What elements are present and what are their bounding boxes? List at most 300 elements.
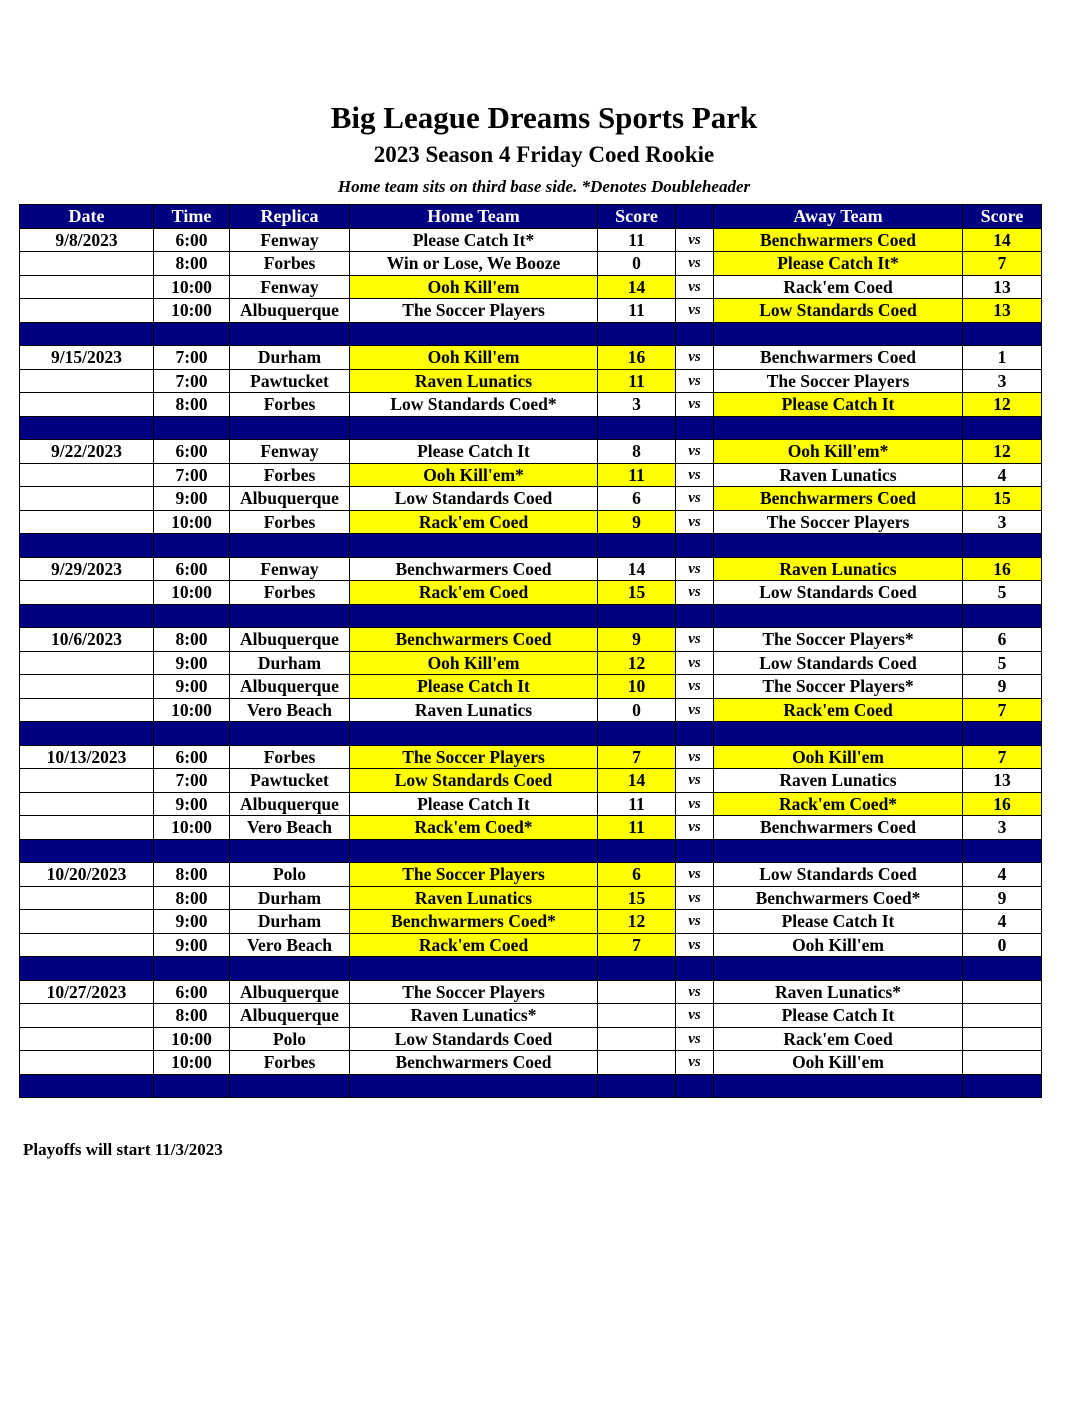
home-score: 11 xyxy=(598,369,676,393)
away-team: Please Catch It xyxy=(714,910,963,934)
away-score: 1 xyxy=(963,346,1042,370)
home-score: 7 xyxy=(598,745,676,769)
game-row xyxy=(20,886,1042,910)
schedule-table xyxy=(19,204,1042,1098)
game-row xyxy=(20,557,1042,581)
home-team: Ooh Kill'em* xyxy=(350,463,598,487)
home-team: Ooh Kill'em xyxy=(350,346,598,370)
game-time: 9:00 xyxy=(154,910,230,934)
away-team: Ooh Kill'em* xyxy=(714,440,963,464)
home-score: 12 xyxy=(598,651,676,675)
home-score: 15 xyxy=(598,886,676,910)
game-time: 10:00 xyxy=(154,581,230,605)
home-team: Low Standards Coed xyxy=(350,487,598,511)
home-team: The Soccer Players xyxy=(350,980,598,1004)
vs-label: vs xyxy=(676,487,714,511)
away-team: The Soccer Players xyxy=(714,510,963,534)
game-field: Vero Beach xyxy=(230,816,350,840)
away-team: Raven Lunatics* xyxy=(714,980,963,1004)
away-team: Ooh Kill'em xyxy=(714,1051,963,1075)
away-team: Please Catch It xyxy=(714,1004,963,1028)
game-row xyxy=(20,628,1042,652)
vs-label: vs xyxy=(676,816,714,840)
vs-label: vs xyxy=(676,228,714,252)
separator-cell xyxy=(350,722,598,746)
game-row xyxy=(20,510,1042,534)
separator-cell xyxy=(676,722,714,746)
game-date xyxy=(20,910,154,934)
away-team: Ooh Kill'em xyxy=(714,933,963,957)
game-time: 7:00 xyxy=(154,463,230,487)
separator-cell xyxy=(676,416,714,440)
home-team: Rack'em Coed* xyxy=(350,816,598,840)
separator-cell xyxy=(598,322,676,346)
game-field: Durham xyxy=(230,910,350,934)
week-separator xyxy=(20,1074,1042,1098)
playoffs-note: Playoffs will start 11/3/2023 xyxy=(23,1140,223,1159)
game-time: 6:00 xyxy=(154,745,230,769)
home-score: 0 xyxy=(598,698,676,722)
home-team: Rack'em Coed xyxy=(350,933,598,957)
separator-cell xyxy=(598,839,676,863)
game-field: Albuquerque xyxy=(230,792,350,816)
away-score: 5 xyxy=(963,581,1042,605)
game-time: 9:00 xyxy=(154,651,230,675)
game-field: Fenway xyxy=(230,275,350,299)
home-team: Raven Lunatics* xyxy=(350,1004,598,1028)
home-team: Benchwarmers Coed xyxy=(350,557,598,581)
separator-cell xyxy=(676,1074,714,1098)
game-row xyxy=(20,369,1042,393)
separator-cell xyxy=(963,416,1042,440)
game-row xyxy=(20,1027,1042,1051)
game-date: 10/20/2023 xyxy=(20,863,154,887)
away-team: Raven Lunatics xyxy=(714,557,963,581)
game-date xyxy=(20,1051,154,1075)
game-time: 10:00 xyxy=(154,1027,230,1051)
game-time: 8:00 xyxy=(154,628,230,652)
game-row xyxy=(20,792,1042,816)
separator-cell xyxy=(154,839,230,863)
game-date xyxy=(20,675,154,699)
home-team: Low Standards Coed* xyxy=(350,393,598,417)
header-row xyxy=(20,205,1042,229)
vs-label: vs xyxy=(676,698,714,722)
home-team: Please Catch It xyxy=(350,792,598,816)
away-score: 16 xyxy=(963,557,1042,581)
home-score: 8 xyxy=(598,440,676,464)
separator-cell xyxy=(676,839,714,863)
game-field: Fenway xyxy=(230,557,350,581)
game-date xyxy=(20,698,154,722)
separator-cell xyxy=(230,604,350,628)
vs-label: vs xyxy=(676,510,714,534)
home-score: 6 xyxy=(598,487,676,511)
game-field: Durham xyxy=(230,651,350,675)
vs-label: vs xyxy=(676,463,714,487)
separator-cell xyxy=(963,957,1042,981)
game-row xyxy=(20,440,1042,464)
game-field: Vero Beach xyxy=(230,933,350,957)
game-time: 8:00 xyxy=(154,252,230,276)
game-field: Forbes xyxy=(230,510,350,534)
game-row xyxy=(20,581,1042,605)
home-score: 11 xyxy=(598,792,676,816)
away-score: 3 xyxy=(963,510,1042,534)
game-row xyxy=(20,863,1042,887)
header-home-team: Home Team xyxy=(350,205,598,229)
header-time: Time xyxy=(154,205,230,229)
vs-label: vs xyxy=(676,745,714,769)
separator-cell xyxy=(154,722,230,746)
home-score: 14 xyxy=(598,557,676,581)
game-field: Polo xyxy=(230,863,350,887)
game-date: 9/22/2023 xyxy=(20,440,154,464)
home-team: Please Catch It* xyxy=(350,228,598,252)
game-time: 10:00 xyxy=(154,275,230,299)
game-field: Fenway xyxy=(230,440,350,464)
away-score: 16 xyxy=(963,792,1042,816)
away-score: 9 xyxy=(963,886,1042,910)
game-time: 6:00 xyxy=(154,440,230,464)
separator-cell xyxy=(350,604,598,628)
away-score: 4 xyxy=(963,863,1042,887)
vs-label: vs xyxy=(676,863,714,887)
away-team: Low Standards Coed xyxy=(714,651,963,675)
game-time: 9:00 xyxy=(154,675,230,699)
game-time: 10:00 xyxy=(154,1051,230,1075)
game-field: Albuquerque xyxy=(230,487,350,511)
separator-cell xyxy=(154,534,230,558)
game-field: Albuquerque xyxy=(230,675,350,699)
home-team: Benchwarmers Coed* xyxy=(350,910,598,934)
game-row xyxy=(20,698,1042,722)
home-score xyxy=(598,980,676,1004)
vs-label: vs xyxy=(676,1004,714,1028)
away-score: 3 xyxy=(963,369,1042,393)
separator-cell xyxy=(20,722,154,746)
separator-cell xyxy=(20,534,154,558)
game-field: Fenway xyxy=(230,228,350,252)
game-time: 7:00 xyxy=(154,346,230,370)
home-team: Rack'em Coed xyxy=(350,510,598,534)
game-date xyxy=(20,1004,154,1028)
vs-label: vs xyxy=(676,1027,714,1051)
game-field: Forbes xyxy=(230,463,350,487)
separator-cell xyxy=(154,957,230,981)
game-date xyxy=(20,463,154,487)
separator-cell xyxy=(350,839,598,863)
header-away-score: Score xyxy=(963,205,1042,229)
home-team: Please Catch It xyxy=(350,440,598,464)
game-row xyxy=(20,651,1042,675)
home-score: 14 xyxy=(598,769,676,793)
game-field: Forbes xyxy=(230,393,350,417)
page-title: Big League Dreams Sports Park xyxy=(330,100,758,135)
separator-cell xyxy=(676,604,714,628)
week-separator xyxy=(20,534,1042,558)
away-team: Ooh Kill'em xyxy=(714,745,963,769)
separator-cell xyxy=(598,722,676,746)
game-row xyxy=(20,228,1042,252)
away-score: 0 xyxy=(963,933,1042,957)
separator-cell xyxy=(598,416,676,440)
game-date xyxy=(20,886,154,910)
vs-label: vs xyxy=(676,369,714,393)
away-team: Raven Lunatics xyxy=(714,463,963,487)
game-time: 9:00 xyxy=(154,792,230,816)
game-row xyxy=(20,910,1042,934)
game-time: 10:00 xyxy=(154,816,230,840)
game-field: Polo xyxy=(230,1027,350,1051)
header-vs xyxy=(676,205,714,229)
separator-cell xyxy=(20,839,154,863)
game-time: 6:00 xyxy=(154,228,230,252)
game-date xyxy=(20,299,154,323)
game-row xyxy=(20,393,1042,417)
vs-label: vs xyxy=(676,910,714,934)
separator-cell xyxy=(714,534,963,558)
away-score: 7 xyxy=(963,698,1042,722)
vs-label: vs xyxy=(676,886,714,910)
game-date xyxy=(20,651,154,675)
game-date xyxy=(20,933,154,957)
schedule-note: Home team sits on third base side. *Denotes Doubleheader xyxy=(337,177,751,196)
home-team: Ooh Kill'em xyxy=(350,275,598,299)
game-row xyxy=(20,463,1042,487)
separator-cell xyxy=(598,604,676,628)
home-score: 14 xyxy=(598,275,676,299)
game-row xyxy=(20,299,1042,323)
separator-cell xyxy=(963,322,1042,346)
away-team: Benchwarmers Coed* xyxy=(714,886,963,910)
separator-cell xyxy=(676,534,714,558)
home-team: The Soccer Players xyxy=(350,863,598,887)
separator-cell xyxy=(154,604,230,628)
home-score: 7 xyxy=(598,933,676,957)
game-date: 10/6/2023 xyxy=(20,628,154,652)
game-date: 9/8/2023 xyxy=(20,228,154,252)
home-score: 11 xyxy=(598,228,676,252)
home-team: The Soccer Players xyxy=(350,299,598,323)
separator-cell xyxy=(154,416,230,440)
away-team: Benchwarmers Coed xyxy=(714,816,963,840)
game-row xyxy=(20,675,1042,699)
header-date: Date xyxy=(20,205,154,229)
vs-label: vs xyxy=(676,557,714,581)
week-separator xyxy=(20,416,1042,440)
home-team: Raven Lunatics xyxy=(350,886,598,910)
separator-cell xyxy=(350,957,598,981)
separator-cell xyxy=(230,416,350,440)
game-date xyxy=(20,487,154,511)
game-time: 10:00 xyxy=(154,698,230,722)
separator-cell xyxy=(350,534,598,558)
separator-cell xyxy=(20,322,154,346)
away-team: Please Catch It* xyxy=(714,252,963,276)
away-team: Benchwarmers Coed xyxy=(714,346,963,370)
home-score: 3 xyxy=(598,393,676,417)
game-time: 9:00 xyxy=(154,487,230,511)
home-score: 10 xyxy=(598,675,676,699)
game-date: 9/15/2023 xyxy=(20,346,154,370)
vs-label: vs xyxy=(676,933,714,957)
game-date xyxy=(20,581,154,605)
week-separator xyxy=(20,957,1042,981)
away-score xyxy=(963,1027,1042,1051)
home-team: Ooh Kill'em xyxy=(350,651,598,675)
separator-cell xyxy=(714,322,963,346)
vs-label: vs xyxy=(676,440,714,464)
home-team: Win or Lose, We Booze xyxy=(350,252,598,276)
game-time: 9:00 xyxy=(154,933,230,957)
vs-label: vs xyxy=(676,275,714,299)
game-date: 9/29/2023 xyxy=(20,557,154,581)
week-separator xyxy=(20,839,1042,863)
away-score: 9 xyxy=(963,675,1042,699)
away-score: 4 xyxy=(963,910,1042,934)
separator-cell xyxy=(154,322,230,346)
away-score: 3 xyxy=(963,816,1042,840)
game-date: 10/27/2023 xyxy=(20,980,154,1004)
separator-cell xyxy=(154,1074,230,1098)
header-away-team: Away Team xyxy=(714,205,963,229)
home-score: 11 xyxy=(598,816,676,840)
separator-cell xyxy=(598,957,676,981)
game-field: Forbes xyxy=(230,252,350,276)
game-time: 10:00 xyxy=(154,510,230,534)
game-field: Durham xyxy=(230,886,350,910)
away-team: Rack'em Coed xyxy=(714,275,963,299)
home-team: Benchwarmers Coed xyxy=(350,628,598,652)
separator-cell xyxy=(714,416,963,440)
separator-cell xyxy=(598,534,676,558)
away-team: Low Standards Coed xyxy=(714,581,963,605)
away-score xyxy=(963,1051,1042,1075)
home-score: 11 xyxy=(598,463,676,487)
home-score: 16 xyxy=(598,346,676,370)
home-score: 9 xyxy=(598,628,676,652)
home-team: Rack'em Coed xyxy=(350,581,598,605)
game-field: Albuquerque xyxy=(230,299,350,323)
game-time: 8:00 xyxy=(154,1004,230,1028)
game-row xyxy=(20,252,1042,276)
away-score: 15 xyxy=(963,487,1042,511)
vs-label: vs xyxy=(676,1051,714,1075)
game-date xyxy=(20,816,154,840)
home-score xyxy=(598,1027,676,1051)
separator-cell xyxy=(230,322,350,346)
separator-cell xyxy=(20,1074,154,1098)
game-date xyxy=(20,510,154,534)
page-subtitle: 2023 Season 4 Friday Coed Rookie xyxy=(373,142,715,167)
away-score: 7 xyxy=(963,745,1042,769)
away-score: 5 xyxy=(963,651,1042,675)
game-date xyxy=(20,769,154,793)
separator-cell xyxy=(230,722,350,746)
separator-cell xyxy=(20,416,154,440)
away-score: 13 xyxy=(963,299,1042,323)
vs-label: vs xyxy=(676,675,714,699)
separator-cell xyxy=(350,416,598,440)
vs-label: vs xyxy=(676,581,714,605)
game-field: Albuquerque xyxy=(230,628,350,652)
separator-cell xyxy=(714,1074,963,1098)
vs-label: vs xyxy=(676,299,714,323)
game-date xyxy=(20,393,154,417)
home-team: Please Catch It xyxy=(350,675,598,699)
home-team: Low Standards Coed xyxy=(350,1027,598,1051)
game-field: Vero Beach xyxy=(230,698,350,722)
game-date xyxy=(20,252,154,276)
separator-cell xyxy=(963,604,1042,628)
separator-cell xyxy=(963,839,1042,863)
separator-cell xyxy=(350,1074,598,1098)
home-score xyxy=(598,1004,676,1028)
home-score: 11 xyxy=(598,299,676,323)
away-team: The Soccer Players* xyxy=(714,675,963,699)
game-row xyxy=(20,487,1042,511)
vs-label: vs xyxy=(676,769,714,793)
game-row xyxy=(20,1004,1042,1028)
away-score: 12 xyxy=(963,393,1042,417)
vs-label: vs xyxy=(676,980,714,1004)
separator-cell xyxy=(230,839,350,863)
separator-cell xyxy=(230,957,350,981)
game-date xyxy=(20,792,154,816)
game-field: Forbes xyxy=(230,581,350,605)
vs-label: vs xyxy=(676,393,714,417)
game-time: 6:00 xyxy=(154,557,230,581)
away-team: Benchwarmers Coed xyxy=(714,228,963,252)
separator-cell xyxy=(230,1074,350,1098)
game-field: Durham xyxy=(230,346,350,370)
separator-cell xyxy=(676,957,714,981)
vs-label: vs xyxy=(676,628,714,652)
vs-label: vs xyxy=(676,346,714,370)
game-row xyxy=(20,769,1042,793)
away-score: 6 xyxy=(963,628,1042,652)
separator-cell xyxy=(20,604,154,628)
game-field: Pawtucket xyxy=(230,769,350,793)
away-score: 7 xyxy=(963,252,1042,276)
week-separator xyxy=(20,322,1042,346)
separator-cell xyxy=(714,604,963,628)
game-field: Albuquerque xyxy=(230,1004,350,1028)
game-date: 10/13/2023 xyxy=(20,745,154,769)
game-time: 8:00 xyxy=(154,393,230,417)
away-score: 12 xyxy=(963,440,1042,464)
game-time: 6:00 xyxy=(154,980,230,1004)
away-team: Low Standards Coed xyxy=(714,299,963,323)
game-row xyxy=(20,745,1042,769)
week-separator xyxy=(20,604,1042,628)
game-row xyxy=(20,980,1042,1004)
game-time: 8:00 xyxy=(154,863,230,887)
separator-cell xyxy=(714,722,963,746)
home-score: 9 xyxy=(598,510,676,534)
game-date xyxy=(20,369,154,393)
separator-cell xyxy=(350,322,598,346)
game-field: Albuquerque xyxy=(230,980,350,1004)
home-score: 15 xyxy=(598,581,676,605)
away-score xyxy=(963,1004,1042,1028)
vs-label: vs xyxy=(676,792,714,816)
home-team: Raven Lunatics xyxy=(350,698,598,722)
home-score xyxy=(598,1051,676,1075)
game-row xyxy=(20,816,1042,840)
game-row xyxy=(20,346,1042,370)
